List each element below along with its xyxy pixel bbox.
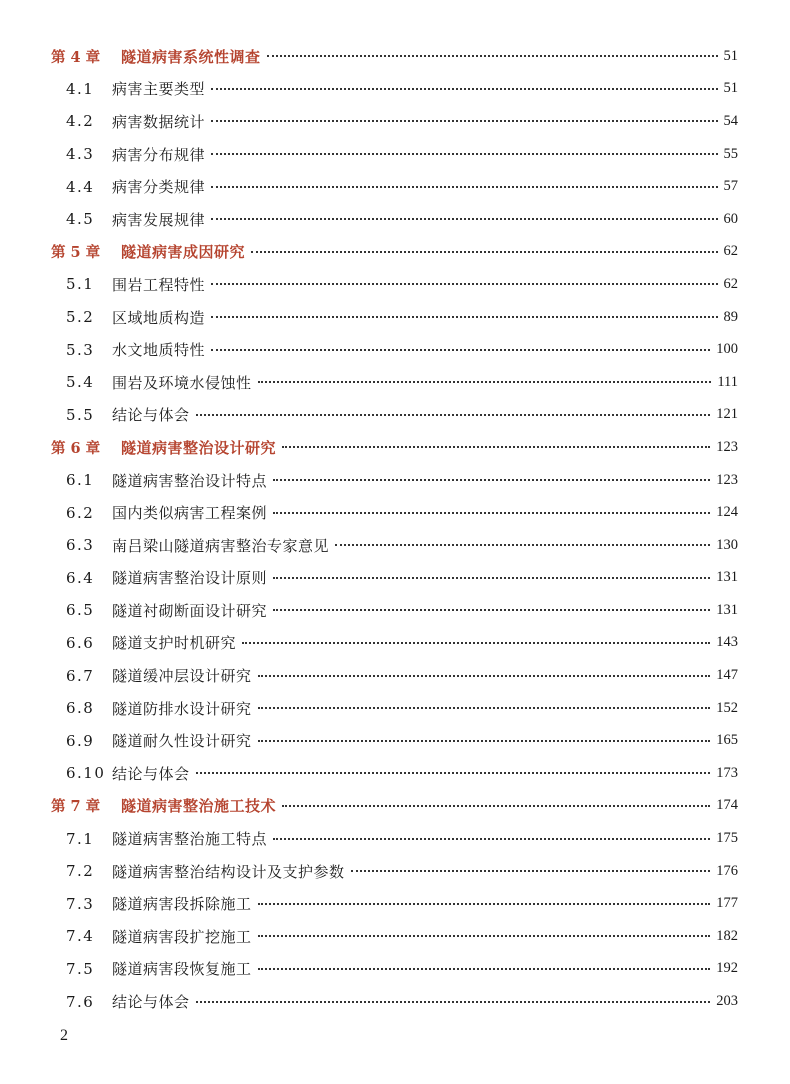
section-number: 4.2	[66, 112, 95, 131]
page-ref: 89	[723, 308, 738, 325]
section-title: 病害分布规律	[112, 145, 206, 164]
dot-leader	[273, 577, 710, 579]
toc-section-row[interactable]	[0, 822, 790, 855]
section-title: 国内类似病害工程案例	[112, 504, 268, 523]
toc-section-row[interactable]	[0, 887, 790, 920]
page-ref: 131	[716, 601, 738, 618]
section-title: 隧道病害整治结构设计及支护参数	[112, 862, 345, 881]
page-ref: 152	[716, 699, 738, 716]
toc-section-row[interactable]	[0, 627, 790, 660]
dot-leader	[258, 675, 711, 677]
section-number: 6.5	[66, 601, 95, 620]
toc-chapter-row[interactable]	[0, 790, 790, 823]
dot-leader	[273, 838, 710, 840]
page-ref: 173	[716, 764, 738, 781]
page-ref: 100	[716, 341, 738, 358]
page-ref: 57	[723, 178, 738, 195]
page-ref: 51	[723, 80, 738, 97]
section-title: 隧道病害整治施工特点	[112, 830, 268, 849]
page-ref: 176	[716, 862, 738, 879]
dot-leader	[258, 968, 711, 970]
section-title: 隧道衬砌断面设计研究	[112, 601, 268, 620]
section-number: 5.4	[66, 373, 95, 392]
section-number: 4.1	[66, 79, 95, 98]
page-ref: 165	[716, 732, 738, 749]
page-ref: 111	[717, 373, 738, 390]
section-number: 7.1	[66, 829, 95, 848]
section-number: 4.4	[66, 177, 95, 196]
chapter-title: 隧道病害整治设计研究	[121, 438, 277, 457]
page-ref: 175	[716, 830, 738, 847]
dot-leader	[211, 186, 717, 188]
dot-leader	[196, 1001, 711, 1003]
section-title: 隧道病害整治设计原则	[112, 569, 268, 588]
dot-leader	[273, 512, 710, 514]
section-title: 水文地质特性	[112, 341, 206, 360]
toc-section-row[interactable]	[0, 920, 790, 953]
dot-leader	[251, 251, 717, 253]
section-title: 结论与体会	[112, 993, 190, 1012]
page-number: 2	[60, 1027, 68, 1044]
toc-section-row[interactable]	[0, 562, 790, 595]
section-title: 区域地质构造	[112, 308, 206, 327]
toc-section-row[interactable]	[0, 496, 790, 529]
chapter-number: 第 7 章	[51, 798, 101, 816]
toc-section-row[interactable]	[0, 855, 790, 888]
toc-section-row[interactable]	[0, 366, 790, 399]
page-ref: 60	[723, 210, 738, 227]
section-title: 病害主要类型	[112, 80, 206, 99]
page-ref: 55	[723, 145, 738, 162]
dot-leader	[211, 218, 717, 220]
toc-section-row[interactable]	[0, 594, 790, 627]
dot-leader	[258, 381, 712, 383]
section-number: 5.1	[66, 275, 95, 294]
toc-section-row[interactable]	[0, 985, 790, 1018]
chapter-number: 第 4 章	[51, 48, 101, 66]
dot-leader	[211, 316, 717, 318]
section-title: 病害数据统计	[112, 112, 206, 131]
toc-section-row[interactable]	[0, 301, 790, 334]
dot-leader	[211, 88, 717, 90]
section-number: 6.8	[66, 699, 95, 718]
dot-leader	[242, 642, 710, 644]
toc-section-row[interactable]	[0, 659, 790, 692]
section-number: 6.9	[66, 731, 95, 750]
dot-leader	[196, 772, 711, 774]
section-number: 6.7	[66, 666, 95, 685]
chapter-title: 隧道病害整治施工技术	[121, 797, 277, 816]
section-title: 隧道支护时机研究	[112, 634, 237, 653]
section-number: 5.3	[66, 340, 95, 359]
toc-section-row[interactable]	[0, 464, 790, 497]
page-ref: 174	[716, 797, 738, 814]
section-title: 隧道防排水设计研究	[112, 699, 252, 718]
dot-leader	[258, 740, 711, 742]
section-title: 隧道缓冲层设计研究	[112, 667, 252, 686]
toc-section-row[interactable]	[0, 333, 790, 366]
section-title: 病害分类规律	[112, 178, 206, 197]
page-ref: 62	[723, 243, 738, 260]
page-ref: 147	[716, 667, 738, 684]
section-number: 4.3	[66, 145, 95, 164]
section-number: 6.6	[66, 633, 95, 652]
toc-chapter-row[interactable]	[0, 431, 790, 464]
section-title: 隧道病害段扩挖施工	[112, 927, 252, 946]
dot-leader	[211, 283, 717, 285]
toc-section-row[interactable]	[0, 268, 790, 301]
page-ref: 182	[716, 927, 738, 944]
section-number: 4.5	[66, 210, 95, 229]
section-number: 7.4	[66, 927, 95, 946]
page-ref: 123	[716, 438, 738, 455]
section-number: 5.2	[66, 308, 95, 327]
chapter-title: 隧道病害成因研究	[121, 243, 246, 262]
section-title: 隧道病害段恢复施工	[112, 960, 252, 979]
section-title: 隧道病害段拆除施工	[112, 895, 252, 914]
page-ref: 130	[716, 536, 738, 553]
section-title: 围岩及环境水侵蚀性	[112, 373, 252, 392]
toc-section-row[interactable]	[0, 203, 790, 236]
dot-leader	[258, 935, 711, 937]
section-number: 7.6	[66, 992, 95, 1011]
page-ref: 143	[716, 634, 738, 651]
dot-leader	[196, 414, 711, 416]
dot-leader	[273, 479, 710, 481]
toc-section-row[interactable]	[0, 170, 790, 203]
dot-leader	[211, 153, 717, 155]
section-number: 6.1	[66, 471, 95, 490]
page-ref: 203	[716, 993, 738, 1010]
page-ref: 177	[716, 895, 738, 912]
toc-section-row[interactable]	[0, 692, 790, 725]
section-title: 结论与体会	[112, 406, 190, 425]
dot-leader	[258, 903, 711, 905]
dot-leader	[282, 446, 710, 448]
dot-leader	[211, 349, 710, 351]
dot-leader	[273, 609, 710, 611]
section-number: 6.3	[66, 536, 95, 555]
toc-section-row[interactable]	[0, 724, 790, 757]
page-ref: 62	[723, 275, 738, 292]
section-title: 隧道病害整治设计特点	[112, 471, 268, 490]
chapter-title: 隧道病害系统性调查	[121, 47, 261, 66]
toc-section-row[interactable]	[0, 138, 790, 171]
section-number: 7.3	[66, 894, 95, 913]
section-number: 6.10	[66, 764, 106, 783]
chapter-number: 第 5 章	[51, 244, 101, 262]
toc-section-row[interactable]	[0, 953, 790, 986]
dot-leader	[282, 805, 710, 807]
section-number: 6.4	[66, 568, 95, 587]
dot-leader	[351, 870, 711, 872]
section-title: 病害发展规律	[112, 210, 206, 229]
chapter-number: 第 6 章	[51, 439, 101, 457]
toc-chapter-row[interactable]	[0, 236, 790, 269]
page-ref: 54	[723, 112, 738, 129]
toc-section-row[interactable]	[0, 529, 790, 562]
page-ref: 51	[723, 47, 738, 64]
section-number: 6.2	[66, 503, 95, 522]
table-of-contents	[0, 40, 790, 1018]
page-ref: 123	[716, 471, 738, 488]
page-ref: 121	[716, 406, 738, 423]
section-title: 结论与体会	[112, 764, 190, 783]
toc-chapter-row[interactable]	[0, 40, 790, 73]
dot-leader	[258, 707, 711, 709]
section-number: 7.5	[66, 959, 95, 978]
page-ref: 131	[716, 569, 738, 586]
page-ref: 124	[716, 504, 738, 521]
toc-section-row[interactable]	[0, 105, 790, 138]
section-number: 7.2	[66, 862, 95, 881]
page-ref: 192	[716, 960, 738, 977]
section-number: 5.5	[66, 405, 95, 424]
toc-section-row[interactable]	[0, 73, 790, 106]
section-title: 围岩工程特性	[112, 275, 206, 294]
dot-leader	[335, 544, 710, 546]
dot-leader	[211, 120, 717, 122]
toc-section-row[interactable]	[0, 399, 790, 432]
section-title: 南吕梁山隧道病害整治专家意见	[112, 536, 330, 555]
dot-leader	[267, 55, 718, 57]
toc-section-row[interactable]	[0, 757, 790, 790]
section-title: 隧道耐久性设计研究	[112, 732, 252, 751]
